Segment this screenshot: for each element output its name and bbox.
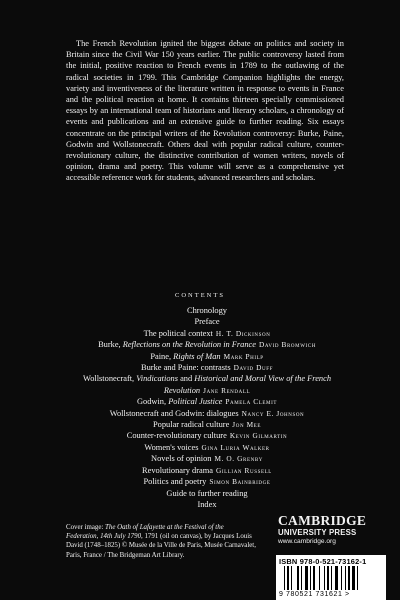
barcode-bar [319,566,320,590]
contents-item: Novels of opinion M. O. Grenby [151,454,263,464]
barcode-panel [276,555,386,600]
contents-item: Godwin, Political Justice Pamela Clemit [137,397,277,407]
contents-item: Guide to further reading [166,488,248,498]
contents-author: Pamela Clemit [225,397,277,407]
publisher-name: CAMBRIDGE [278,513,367,528]
contents-item: Wollstonecraft, Vindications and Historical and Moral View of the French Revolution Jane Rendall [82,374,332,395]
barcode-bar [335,566,338,590]
contents-author: David Duff [233,363,273,373]
barcode-bar [345,566,346,590]
contents-item: Chronology [186,306,227,315]
back-cover-blurb: The French Revolution ignited the biggest debate on politics and society in Britain since the Civil War 150 years earlier. The public controversy lasted from the initial, positive reaction to French events in 1789 to the outlawing of the radical societies in 1799. This Cambridge Companion highlights the energy, variety and inventiveness of the literature written in response to events in France and the political reaction at home. It contains thirteen specially commissioned essays by an international team of historians and literary scholars, a chronology of events and publications and an extensive guide to further reading. Six essays concentrate on the principal writers of the Revolution controversy: Burke, Paine, Godwin and Wollstonecraft. Others deal with popular radical culture, counter-revolutionary culture, the distinctive contribution of women writers, novels of opinion, drama and poetry. This volume will serve as a comprehensive yet accessible reference work for students, advanced researchers and scholars. [66,39,344,183]
contents-item: Revolutionary drama Gillian Russell [142,465,272,475]
barcode-bar [305,566,308,590]
contents-heading: CONTENTS [175,292,225,299]
contents-item: Burke and Paine: contrasts David Duff [141,363,273,373]
contents-author: Gina Luria Walker [201,442,270,452]
barcode-bar [287,566,289,590]
contents-item: Popular radical culture Jon Mee [153,420,261,430]
barcode-bar [291,566,292,590]
barcode-bar [324,566,325,590]
isbn-label: ISBN 978-0-521-73162-1 [279,557,367,566]
contents-item: Burke, Reflections on the Revolution in France David Bromwich [98,340,316,350]
contents-author: Jon Mee [232,420,261,430]
barcode-bar [313,566,315,590]
barcode-bar [357,566,358,590]
barcode-digits: 9 780521 731621 > [279,591,350,598]
barcode-bar [341,566,342,590]
contents-item: Index [197,499,217,509]
barcode-bar [348,566,350,590]
barcode-bar [352,566,355,590]
barcode-bar [284,566,285,590]
contents-author: Mark Philp [223,351,264,361]
publisher-logo [278,514,378,545]
publisher-press: UNIVERSITY PRESS [278,528,357,537]
barcode-bar [301,566,302,590]
contents-list [74,305,340,510]
painting-title: The Oath of Lafayette at the Festival of the Federation, 14th July 1790 [66,524,224,541]
cover-image-credit: Cover image: The Oath of Lafayette at the Festival of the Federation, 14th July 1790, 1791 (oil on canvas), by Jacques Louis David (1748–1825) © Musée de la Ville de Paris, Musée Carnavalet, Paris, France / The Bridgeman Art Library. [66,524,256,559]
contents-author: M. O. Grenby [214,454,263,464]
contents-author: H. T. Dickinson [215,328,271,338]
barcode-bar [327,566,329,590]
contents-author: Nancy E. Johnson [241,408,305,418]
barcode-bar [297,566,299,590]
contents-item: The political context H. T. Dickinson [143,328,271,338]
contents-item: Counter-revolutionary culture Kevin Gilmartin [126,431,288,441]
contents-item: Preface [194,317,220,327]
contents-author: Gillian Russell [215,465,272,475]
contents-author: David Bromwich [258,340,316,350]
publisher-website: www.cambridge.org [278,538,336,545]
barcode-bar [331,566,332,590]
contents-author: Simon Bainbridge [209,477,271,487]
barcode-bar [310,566,311,590]
contents-item: Paine, Rights of Man Mark Philp [150,351,264,361]
contents-author: Jane Rendall [203,385,251,395]
contents-item: Women's voices Gina Luria Walker [144,442,270,452]
contents-item: Politics and poetry Simon Bainbridge [143,477,271,487]
contents-author: Kevin Gilmartin [229,431,288,441]
contents-item: Wollstonecraft and Godwin: dialogues Nancy E. Johnson [109,408,305,418]
barcode-icon [284,566,380,590]
